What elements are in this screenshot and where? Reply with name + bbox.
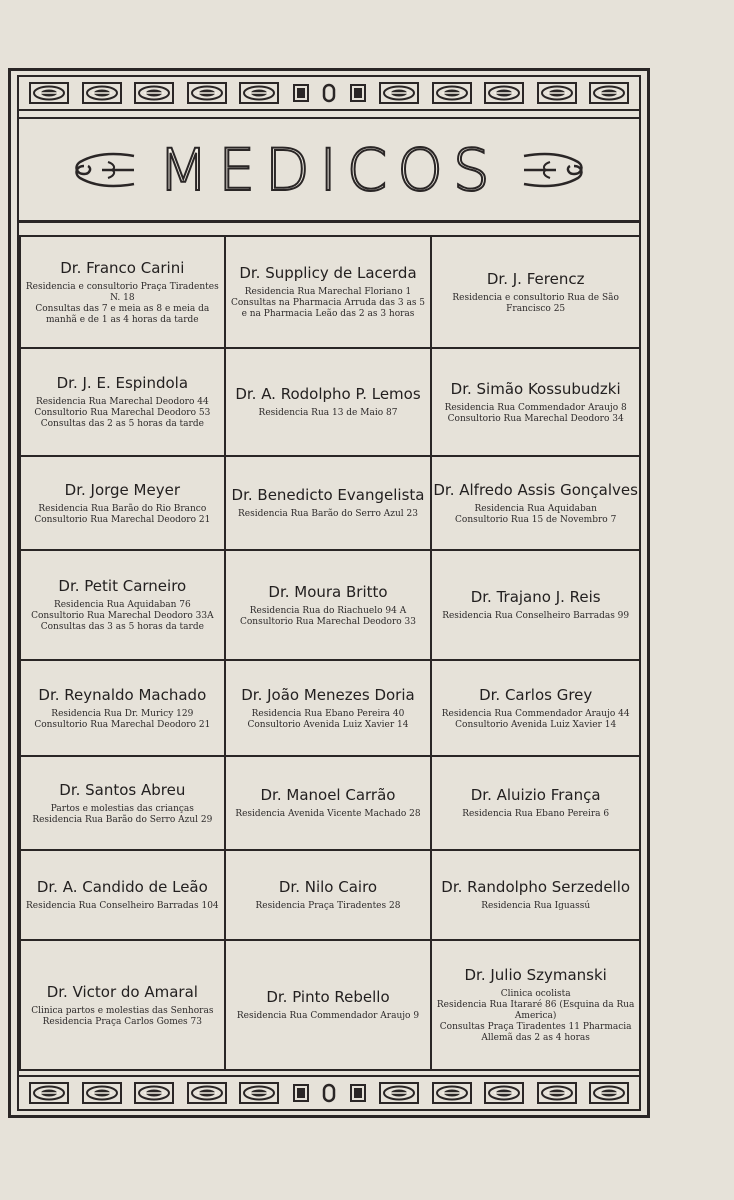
- oval-ornament-icon: [322, 82, 336, 104]
- doctor-name: Dr. A. Rodolpho P. Lemos: [235, 385, 421, 403]
- doctor-detail: Residencia Rua Ebano Pereira 6: [462, 809, 610, 819]
- doctor-name: Dr. Jorge Meyer: [64, 480, 180, 499]
- doctor-entry: [19, 661, 226, 757]
- eye-ornament-icon: [537, 1082, 577, 1104]
- doctor-detail: Residencia Praça Carlos Gomes 73: [42, 1016, 202, 1027]
- doctor-detail: Consultorio Rua Marechal Deodoro 34: [447, 413, 624, 424]
- ornament-band-top: [19, 77, 639, 111]
- doctor-detail: Residencia Rua 13 de Maio 87: [258, 408, 398, 418]
- eye-ornament-icon: [484, 82, 524, 104]
- doctor-detail: Consultorio Rua Marechal Deodoro 33A: [31, 611, 214, 621]
- doctor-detail: Residencia Rua do Riachuelo 94 A: [249, 605, 407, 616]
- doctor-entry: [432, 349, 639, 457]
- doctor-detail: Residencia Rua Commendador Araujo 44: [441, 708, 630, 719]
- doctor-detail: Consultorio Rua Marechal Deodoro 53: [34, 408, 211, 418]
- doctor-name: Dr. Nilo Cairo: [278, 878, 378, 896]
- eye-ornament-icon: [537, 82, 577, 104]
- doctor-name: Dr. Aluizio França: [470, 786, 601, 804]
- doctor-entry: [226, 757, 433, 851]
- square-ornament-icon: [349, 82, 367, 104]
- doctor-detail: Clinica ocolista: [500, 989, 571, 999]
- doctor-entry: [432, 941, 639, 1071]
- eye-ornament-icon: [239, 1082, 279, 1104]
- doctor-entry: [226, 941, 433, 1071]
- scroll-ornament-left-icon: [72, 148, 136, 192]
- doctor-name: Dr. Petit Carneiro: [58, 577, 187, 595]
- page-frame: [8, 68, 650, 1118]
- doctor-detail: Residencia Rua Commendador Araujo 9: [236, 1011, 420, 1021]
- eye-ornament-icon: [82, 82, 122, 104]
- doctor-detail: Residencia Praça Tiradentes 28: [255, 901, 401, 911]
- doctor-detail: Consultorio Rua Marechal Deodoro 21: [34, 719, 211, 730]
- eye-ornament-icon: [134, 1082, 174, 1104]
- doctor-detail: Residencia Rua Dr. Muricy 129: [51, 708, 194, 719]
- doctor-detail: Residencia Rua Iguassú: [481, 901, 591, 911]
- doctor-detail: Residencia Rua Ebano Pereira 40: [251, 708, 405, 719]
- doctor-detail: Consultorio Avenida Luiz Xavier 14: [247, 719, 409, 730]
- doctor-entry: [226, 851, 433, 941]
- doctor-name: Dr. Supplicy de Lacerda: [239, 264, 417, 282]
- doctor-name: Dr. Simão Kossubudzki: [450, 379, 621, 398]
- doctor-entry: [19, 237, 226, 349]
- doctor-name: Dr. Trajano J. Reis: [470, 588, 601, 606]
- doctor-detail: Residencia Rua Barão do Rio Branco: [38, 503, 207, 514]
- eye-ornament-icon: [187, 1082, 227, 1104]
- doctor-detail: Clinica partos e molestias das Senhoras: [31, 1005, 214, 1016]
- doctor-name: Dr. João Menezes Doria: [241, 685, 415, 704]
- square-ornament-icon: [292, 1082, 310, 1104]
- doctor-detail: Residencia Rua Barão do Serro Azul 29: [32, 814, 213, 825]
- ornament-band-bottom: [19, 1075, 639, 1109]
- doctor-name: Dr. A. Candido de Leão: [36, 878, 208, 896]
- doctor-name: Dr. Alfredo Assis Gonçalves: [433, 480, 638, 499]
- doctor-detail: Residencia e consultorio Praça Tiradentes N. 18: [25, 281, 219, 303]
- doctor-detail: Consultas Praça Tiradentes 11 Pharmacia Allemã das 2 as 4 horas: [439, 1022, 632, 1043]
- doctor-entry: [432, 661, 639, 757]
- square-ornament-icon: [292, 82, 310, 104]
- doctor-detail: Consultas das 3 as 5 horas da tarde: [40, 622, 204, 632]
- doctor-entry: [432, 551, 639, 661]
- doctor-name: Dr. Manoel Carrão: [260, 786, 396, 804]
- oval-ornament-icon: [322, 1082, 336, 1104]
- doctor-detail: Residencia Rua Commendador Araujo 8: [444, 402, 627, 413]
- doctor-entry: [19, 551, 226, 661]
- page-title: MEDICOS: [158, 135, 500, 204]
- title-box: [19, 117, 639, 223]
- doctor-detail: Consultorio Rua 15 de Novembro 7: [455, 514, 617, 525]
- doctor-detail: Residencia e consultorio Rua de São Francisco 25: [452, 292, 619, 314]
- doctor-detail: Residencia Rua Aquidaban: [474, 503, 597, 514]
- doctor-name: Dr. Santos Abreu: [59, 780, 186, 799]
- doctor-detail: Consultorio Rua Marechal Deodoro 21: [34, 514, 211, 525]
- doctor-detail: Residencia Rua Marechal Deodoro 44: [35, 397, 209, 407]
- eye-ornament-icon: [432, 82, 472, 104]
- eye-ornament-icon: [187, 82, 227, 104]
- doctor-name: Dr. Franco Carini: [60, 258, 185, 277]
- doctor-entry: [19, 757, 226, 851]
- doctor-entry: [19, 457, 226, 551]
- doctor-entry: [226, 551, 433, 661]
- doctor-name: Dr. J. Ferencz: [486, 269, 585, 288]
- eye-ornament-icon: [134, 82, 174, 104]
- doctor-name: Dr. J. E. Espindola: [56, 374, 189, 392]
- doctor-entry: [226, 661, 433, 757]
- doctor-detail: Consultorio Avenida Luiz Xavier 14: [455, 719, 617, 730]
- scroll-ornament-right-icon: [522, 148, 586, 192]
- doctor-name: Dr. Julio Szymanski: [464, 966, 607, 984]
- doctor-entry: [19, 851, 226, 941]
- doctor-entry: [432, 851, 639, 941]
- doctor-entry: [226, 457, 433, 551]
- doctor-entry: [226, 237, 433, 349]
- eye-ornament-icon: [432, 1082, 472, 1104]
- doctor-name: Dr. Moura Britto: [268, 582, 388, 601]
- doctor-detail: Consultas das 2 as 5 horas da tarde: [40, 419, 204, 429]
- eye-ornament-icon: [589, 1082, 629, 1104]
- doctor-detail: Residencia Rua Conselheiro Barradas 104: [25, 901, 219, 911]
- doctor-entry: [432, 237, 639, 349]
- doctor-detail: Residencia Rua Marechal Floriano 1: [244, 287, 412, 297]
- doctor-detail: Consultas na Pharmacia Arruda das 3 as 5 e na Pharmacia Leão das 2 as 3 horas: [230, 298, 426, 319]
- doctor-detail: Consultas das 7 e meia as 8 e meia da manhã e de 1 as 4 horas da tarde: [35, 303, 210, 325]
- doctor-name: Dr. Victor do Amaral: [46, 982, 198, 1001]
- doctor-name: Dr. Pinto Rebello: [266, 988, 390, 1006]
- square-ornament-icon: [349, 1082, 367, 1104]
- doctor-detail: Residencia Avenida Vicente Machado 28: [235, 809, 421, 819]
- eye-ornament-icon: [29, 82, 69, 104]
- doctor-detail: Partos e molestias das crianças: [50, 803, 194, 814]
- doctor-detail: Residencia Rua Aquidaban 76: [53, 600, 191, 610]
- eye-ornament-icon: [589, 82, 629, 104]
- doctor-name: Dr. Benedicto Evangelista: [231, 486, 425, 504]
- eye-ornament-icon: [82, 1082, 122, 1104]
- doctor-name: Dr. Carlos Grey: [479, 685, 593, 704]
- doctor-entry: [432, 757, 639, 851]
- doctor-detail: Residencia Rua Itararé 86 (Esquina da Rua America): [436, 1000, 635, 1021]
- eye-ornament-icon: [29, 1082, 69, 1104]
- doctor-detail: Residencia Rua Conselheiro Barradas 99: [442, 611, 630, 621]
- doctor-entry: [19, 349, 226, 457]
- eye-ornament-icon: [484, 1082, 524, 1104]
- doctor-entry: [226, 349, 433, 457]
- doctor-detail: Residencia Rua Barão do Serro Azul 23: [237, 509, 418, 519]
- eye-ornament-icon: [379, 82, 419, 104]
- doctor-name: Dr. Reynaldo Machado: [38, 685, 207, 704]
- doctor-entry: [432, 457, 639, 551]
- eye-ornament-icon: [379, 1082, 419, 1104]
- doctor-detail: Consultorio Rua Marechal Deodoro 33: [239, 616, 416, 627]
- eye-ornament-icon: [239, 82, 279, 104]
- doctor-name: Dr. Randolpho Serzedello: [441, 878, 631, 896]
- doctor-entry: [19, 941, 226, 1071]
- doctor-grid: [19, 235, 639, 1069]
